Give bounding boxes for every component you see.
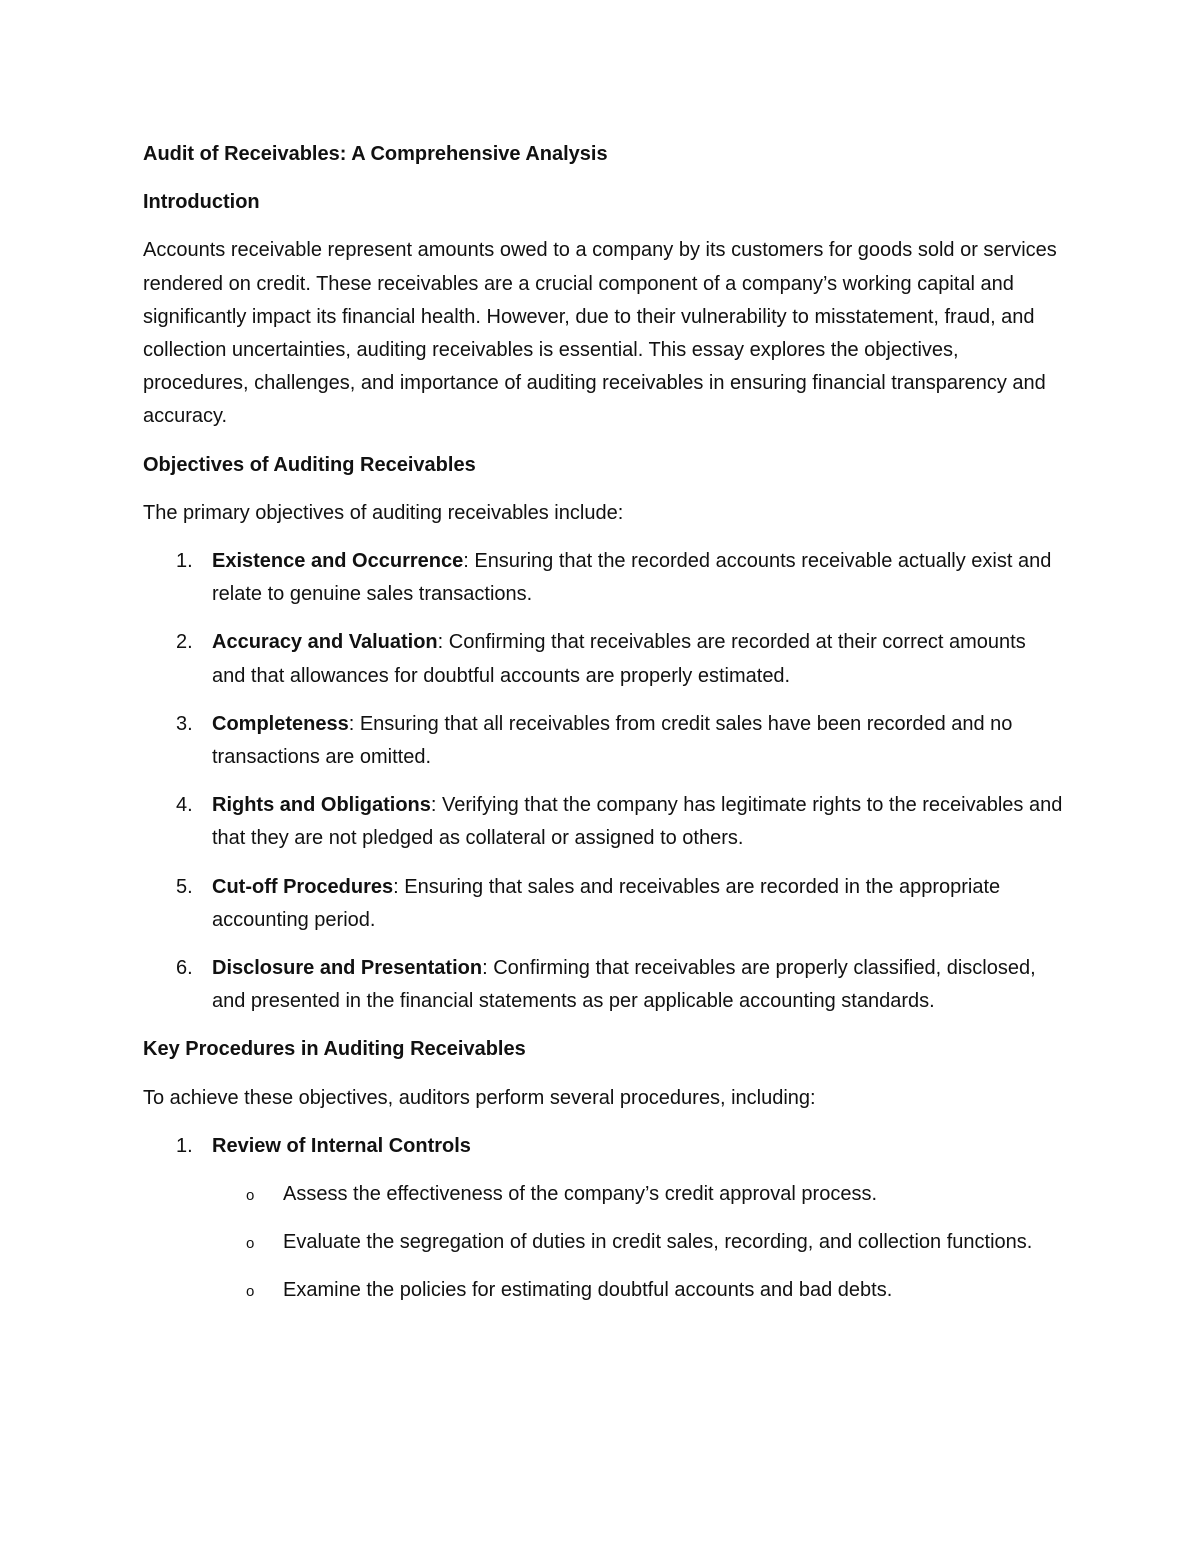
procedures-heading: Key Procedures in Auditing Receivables — [143, 1038, 526, 1061]
objective-term: Accuracy and Valuation — [212, 631, 438, 654]
objective-desc: : Verifying that the company has legitimate rights to the receivables and that they are not pledged as collateral or assigned to others. — [212, 794, 1063, 850]
list-number: 1. — [176, 1134, 193, 1157]
procedures-list — [143, 1130, 1063, 1308]
objective-term: Rights and Obligations — [212, 794, 431, 817]
objective-item — [143, 789, 1063, 855]
list-number: 6. — [176, 957, 193, 980]
sublist-text: Evaluate the segregation of duties in credit sales, recording, and collection functions. — [283, 1231, 1033, 1254]
objective-term: Disclosure and Presentation — [212, 957, 483, 980]
objective-desc: : Ensuring that the recorded accounts receivable actually exist and relate to genuine sales transactions. — [212, 550, 1052, 606]
circle-bullet-icon: o — [246, 1235, 255, 1253]
circle-bullet-icon: o — [246, 1283, 255, 1301]
procedure-term: Review of Internal Controls — [212, 1134, 471, 1157]
objective-desc: : Confirming that receivables are properly classified, disclosed, and presented in the financial statements as per applicable accounting standards. — [212, 957, 1036, 1013]
sublist-text: Assess the effectiveness of the company’s credit approval process. — [283, 1183, 878, 1206]
sublist-text: Examine the policies for estimating doubtful accounts and bad debts. — [283, 1279, 893, 1302]
list-number: 4. — [176, 794, 193, 817]
procedure-sublist — [212, 1178, 1063, 1308]
sublist-item — [212, 1178, 1063, 1211]
intro-heading: Introduction — [143, 191, 260, 214]
list-number: 3. — [176, 712, 193, 735]
objective-item — [143, 952, 1063, 1018]
objectives-heading: Objectives of Auditing Receivables — [143, 453, 476, 476]
procedure-item — [143, 1130, 1063, 1308]
objective-desc: : Ensuring that all receivables from credit sales have been recorded and no transactions are omitted. — [212, 712, 1013, 769]
intro-paragraph: Accounts receivable represent amounts owed to a company by its customers for goods sold or services rendered on credit. These receivables are a crucial component of a company’s working capital and significantly impact its financial health. However, due to their vulnerability to misstatement, fraud, and collection uncertainties, auditing receivables is essential. This essay explores the objectives, procedures, challenges, and importance of auditing receivables in ensuring financial transparency and accuracy. — [143, 239, 1057, 428]
objective-item — [143, 545, 1063, 611]
objective-item — [143, 708, 1063, 774]
objectives-intro: The primary objectives of auditing receivables include: — [143, 501, 624, 524]
objective-item — [143, 871, 1063, 937]
objective-item — [143, 626, 1063, 692]
sublist-item — [212, 1274, 1063, 1307]
objective-term: Cut-off Procedures — [212, 875, 394, 898]
sublist-item — [212, 1226, 1063, 1259]
list-number: 2. — [176, 631, 193, 654]
objective-term: Completeness — [212, 712, 349, 735]
circle-bullet-icon: o — [246, 1187, 255, 1205]
list-number: 1. — [176, 550, 193, 573]
document-title: Audit of Receivables: A Comprehensive Analysis — [143, 143, 608, 165]
procedures-intro: To achieve these objectives, auditors perform several procedures, including: — [143, 1086, 816, 1109]
objective-desc: : Confirming that receivables are recorded at their correct amounts and that allowances for doubtful accounts are properly estimated. — [212, 631, 1026, 687]
objective-desc: : Ensuring that sales and receivables are recorded in the appropriate accounting period. — [212, 875, 1001, 931]
document-page — [143, 138, 1063, 1323]
objectives-list — [143, 545, 1063, 1018]
objective-term: Existence and Occurrence — [212, 550, 464, 573]
list-number: 5. — [176, 875, 193, 898]
